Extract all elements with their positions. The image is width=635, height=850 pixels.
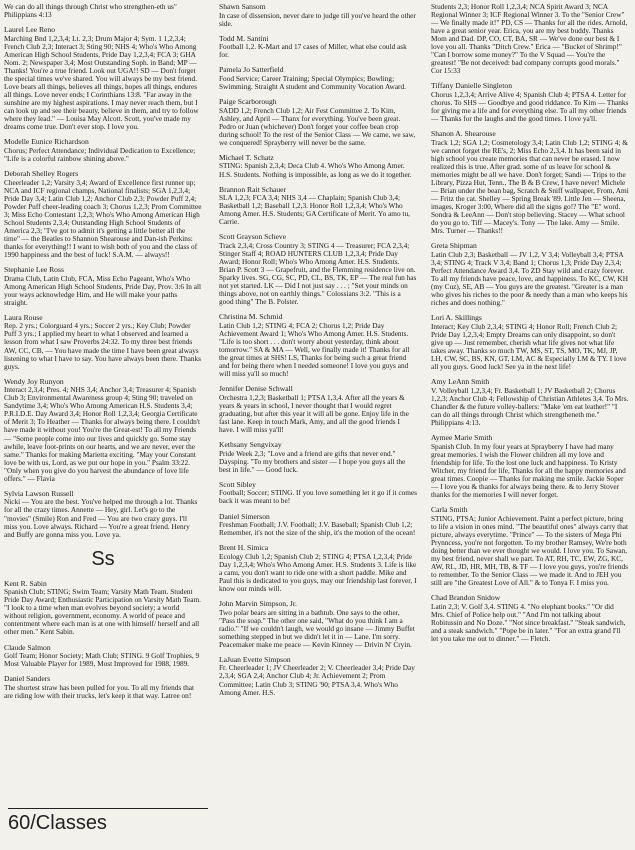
student-entry [4, 580, 202, 637]
student-name: Amy LeAnn Smith [431, 377, 490, 387]
student-name: Todd M. Santini [219, 33, 269, 43]
student-activities-text: Track 2,3,4; Cross Country 3; STING 4 — Treasurer; FCA 2,3,4; Stinger Staff 4; ROAD HUNTERS CLUB 1,2,3,4; Pride Day Award; Honor Roll; Who's Who Among Amer. H.S. Students. Brian P. Scott 3 — Grapefruit, and the Flemming residence live on. Sparky lives. SG, CG, SC, PD, CL, BS, TK, EP — The real fun has not yet started. LK — Did I not just say . . . ; "Set your minds on things above, not on earthly things." Colossians 3:2. "This is a good thing" The B. Polster. [219, 240, 417, 307]
student-activities-text: Cheerleader 1,2; Varsity 3,4; Award of Excellence first runner up; NCA and ICF regional champs, National finalists; SGA 1,2,3,4; Pride Day 3,4; Latin Club 1,2; Anchor Club 2,3; Powder Puff 2,4; Powder Puff cheer-leading coach 3; Chorus 1,2,3; Prom Committee 3; Miss Echo Contestant 1,2,3; Who's Who Among American High School Students 2,3,4; Outstanding High School Students of America 2,3; "I've got to admit it's getting a little better all the time" — the Beatles to Shannon Shearouse and Dan-ish Perkins: thanks for everything!! I want to wish both of you and the class of 1990 happiness and the best of luck! S.A.M. — always!! [4, 177, 202, 259]
student-entry [219, 385, 417, 434]
student-name: Daniel Simerson [219, 511, 270, 521]
student-activities-text: Fr. Cheerleader 1; JV Cheerleader 2; V. Cheerleader 3,4; Pride Day 2,3,4; SGA 2,4; Anchor Club 4; Jr. Achievement 2; Prom Committee; Latin Club 3; STING '90; PTSA 3,4. Who's Who Among Amer. H.S. [219, 663, 415, 697]
student-entry [4, 138, 202, 163]
student-entry [219, 233, 417, 306]
student-entry [4, 490, 202, 539]
student-name: Brannon Rait Schauer [219, 184, 287, 194]
student-name: John Marvin Simpson, Jr. [219, 599, 297, 609]
student-activities-text: Nicki — You are the best. You've helped me through a lot. Thanks for all the crazy times. Annette — Hey, girl. Let's go to the "movies" (Smile) Ron and Fred — You are two crazy guys. I'll miss you. Love always. Richard — You're a great friend. Henry and Buffy are gonna miss you. Love ya. [4, 497, 198, 539]
entries-group-s [4, 580, 202, 700]
column-left [4, 3, 202, 707]
student-activities-text: Golf Team; Honor Society; Math Club; STING. 9 Golf Trophies, 9 Most Valuable Player for 1989, Most Improved for 1988, 1989. [4, 651, 200, 669]
student-name: Aymee Marie Smith [431, 432, 493, 442]
student-name: Greta Shipman [431, 241, 477, 251]
student-name: Daniel Sanders [4, 674, 51, 684]
intro-text: We can do all things through Christ who strengthen-eth us" Philippians 4:13 [4, 2, 177, 20]
student-entry [4, 170, 202, 259]
student-name: Sylvia Lawson Russell [4, 488, 74, 498]
student-name: Chad Brandon Snidow [431, 592, 501, 602]
student-entry [4, 314, 202, 371]
student-entry [431, 3, 629, 75]
student-activities-text: SADD 1,2; French Club 1,2; Air Fest Committee 2. To Kim, Ashley, and April — Thanx for everything. You've been great. Pedro or Juan (whichever) Don't forget your coffee bean crop during school! To the rest of the Senior Class — We came, we saw, we conquered! Sprayberry will never be the same. [219, 105, 416, 147]
student-name: Christina M. Schmid [219, 312, 283, 322]
page-number-label: 60/Classes [8, 812, 107, 834]
student-entry [431, 314, 629, 371]
student-activities-text: Pride Week 2,3; "Love and a friend are gifts that never end." Daysping. "To my brothers and sister — I hope you guys all the best in life." — Good luck. [219, 448, 406, 474]
student-activities-text: Football 1,2. K-Mart and 17 cases of Miller, what else could ask for. [219, 42, 407, 60]
student-activities-text: Interact; Key Club 2,3,4; STING 4; Honor Roll; French Club 2; Pride Day 1,2,3,4; Empty Dreams can only disappoint, so don't give up — Just remember, cherish what life gives not what life takes away. Thanks so much TW, MS, ST, TS, MO, TK, MJ, JP, LH, CW, SC, BS, KN, GT, LM, AC & Especially LM & TY. I love all you guys. Good luck! See ya in the next life! [431, 321, 627, 372]
student-activities-text: Food Service; Career Training; Special Olympics; Bowling; Swimming. Straight A student and Community Vocation Award. [219, 73, 406, 92]
student-name: Laurel Lee Reno [4, 25, 56, 35]
student-entry [4, 266, 202, 307]
student-name: Wendy Joy Runyon [4, 376, 64, 386]
student-entry [431, 378, 629, 427]
column-middle [219, 3, 417, 704]
student-name: Brent H. Simica [219, 543, 269, 553]
student-name: Michael T. Schatz [219, 152, 274, 162]
student-activities-text: Latin Club 1,2; STING 4; FCA 2; Chorus 1,2; Pride Day Achievement Award 1; Who's Who Among Amer. H.S. Students. "Life is too short . . . don't worry about yesterday, think about tomorrow." SA & MA — Well, we finally made it! Thanks for all the great times at SHS! LS, Thanks for being such a great friend and for being there when I needed someone! I love you guys and will miss ya'll so much! [219, 320, 410, 379]
student-entry [219, 186, 417, 227]
student-name: Shanon A. Shearouse [431, 129, 496, 139]
student-activities-text: Football; Soccer; STING. If you love something let it go if it comes back it was meant to be! [219, 488, 417, 506]
student-entry [219, 481, 417, 506]
student-activities-text: Orchestra 1,2,3; Basketball 1; PTSA 1,3,4. After all the years & years & years in school, I never thought that I would regret graduating, but after this year it will all be gone. Enjoy life in the fast lane. Keep in touch Mark, Amy, and all the good friends I have. I will miss ya'll! [219, 392, 409, 435]
student-activities-text: Spanish Club. In my four years at Sprayberry I have had many great memories. I wish the Flower children all my love and friendship for life. To the lost one luck and happiness. To Kristy Witcher, my friend for life, Thanks for all the happy memories and great times. Coopie — Thanks for making me smile. Jackie Soper — I love you & thanks for always being there. & to Jerry Stover thanks for the memories I will never forget. [431, 441, 626, 499]
student-name: Stephanie Lee Ross [4, 265, 64, 274]
student-activities-text: Latin 2,3; V. Golf 3,4. STING 4. "No elephant books." "Or did Mrs. Chief of Police help out." "And I'm not talking about Robitussin and No Doze." "Not since breakfast." "Steak sandwich, and a steak sandwich." "Pope be in later." "For an extra grand I'll let you take me out to dinner." — Fletch. [431, 601, 626, 643]
student-entry [431, 82, 629, 123]
student-entry [219, 154, 417, 179]
student-name: LaJuan Evette Simpson [219, 654, 291, 664]
student-name: Kent R. Sabin [4, 578, 47, 588]
student-name: Shawn Sansom [219, 2, 266, 11]
entries-group-r [4, 26, 202, 539]
student-activities-text: Spanish Club; STING; Swim Team; Varsity Math Team. Student Pride Day Award; Enthusiastic Participation on Varsity Math Team. "I look to a time when man evolves beyond society; a world without religion, government, economy. A world of peace and contentment where each man is at one with himself/ herself and all other men." Kent Sabin. [4, 587, 201, 637]
student-entry [219, 544, 417, 593]
student-entry [219, 3, 417, 28]
student-name: Carla Smith [431, 504, 468, 514]
student-entry [219, 441, 417, 474]
student-name: Claude Salmon [4, 642, 51, 652]
student-entry [219, 313, 417, 378]
student-entry [431, 434, 629, 499]
student-activities-text: Latin Club 2,3; Basketball — JV 1,2, V 3,4; Volleyball 3,4; PTSA 3,4; STING 4; Track V 3,4; Band 1; Chorus 1,3; Pride Day 2,3,4; Perfect Attendance Award 3,4. To ZD Stay wild and crazy forever. To all my friends have peace, love, and happiness. To KC, CW, KH (my Cuz), SE, AB — You guys are the greatest. "Greater is a man who gives his riches to the poor & needy than a man who keeps his riches and does nothing." [431, 249, 628, 308]
student-entry [219, 656, 417, 697]
student-entry [4, 644, 202, 669]
student-name: Lori A. Skillings [431, 313, 482, 323]
student-entry [219, 513, 417, 538]
student-activities-text: Track 1,2; SGA 1,2; Cosmetology 3,4; Latin Club 1,2; STING 4; & we cannot forget the RE's, 2; Miss Echo 2,3,4. It has been said in high school you create memories that can never be erased. I now realized this is true. After grad. some of us leave for school & memories might be all we have. Don't forget; Sandi — Trips to the Library, Pizza Hut, Tenn., The B & B Crew, I have never! Michele — Brian under the bean bag, Scratch & Sniff wallpaper, From, Ami — Fritz the cat. Shelley — Spring Break '89. Little Jen — Sheena, images, Kroger 3:00, Where did all the signs go!? The "E" word. Sondra & LeeAnn — Don't stop believing. Stacey — What school do you go to. Tiff — Macey's. Tony — The lake. Amy — Smile. Mrs. Turner — Thanks!! [431, 137, 629, 236]
student-name: Pamela Jo Satterfield [219, 65, 284, 75]
student-activities-text: Students 2,3; Honor Roll 1,2,3,4; NCA Spirit Award 3; NCA Regional Winner 3; ICF Regional Winner 3. To the "Senior Crew" — We finally made it!" PD, CS — Thanks for all the rides. Arnold, have a great senior year. Erica, you are my best buddy. Thanks Mom and Dad. DP, CO, CT, BA, SR — We've done our best & I love you all. Thanks "Ditch Crew." Erica — "Bucket of Shrimp!" "Can I borrow some money?" To the V Squad — You're the greatest! "Be not deceived: bad company corrupts good morals." Cor 15:33 [431, 2, 628, 76]
student-activities-text: Drama Club, Latin Club, FCA, Miss Echo Pageant, Who's Who Among American High School Students, Pride Day, Prov. 3:6 In all your ways acknowledge Him, and He will make your paths straight. [4, 273, 202, 307]
student-name: Jennifer Denise Schwall [219, 384, 293, 394]
student-name: Scott Sibley [219, 479, 256, 489]
student-name: Scott Grayson Scheve [219, 232, 287, 242]
student-entry [4, 675, 202, 700]
student-entry [219, 600, 417, 649]
student-activities-text: V. Volleyball 1,2,3,4; Fr. Basketball 1; JV Basketball 2; Chorus 1,2,3; Anchor Club 4; Fellowship of Christian Athletes 3,4. To Mrs. Chandler & the future volley-ballers: "Make 'em eat leather!" "I can do all things through Christ which strengtheneth me." Philippians 4:13. [431, 385, 629, 427]
student-activities-text: Chorus 1,2,3,4; Arrive Alive 4; Spanish Club 4; PTSA 4. Letter for chorus. To SHS — Goodbye and good riddance. To Kim — Thanks for giving me a life and for everything else. To all my other friends — Thanks for the laughs and the good times. I love ya'll. [431, 90, 629, 124]
student-name: Deborah Shelley Rogers [4, 168, 79, 178]
student-name: Kethsany Sengvixay [219, 440, 282, 450]
student-activities-text: Freshman Football; J.V. Football; J.V. Baseball; Spanish Club 1,2; Remember, it's not the size of the ship, it's the motion of the ocean! [219, 520, 416, 538]
student-activities-text: The shortest straw has been pulled for you. To all my friends that are riding low with their trucks, let's keep it that way. Latree on! [4, 682, 195, 700]
student-entry [4, 378, 202, 483]
student-activities-text: Interact 2,3,4; Pres. 4; NHS 3,4; Anchor 3,4; Treasurer 4; Spanish Club 3; Environmental Awareness group 4; Sting 90; traveled on Sandytime 3,4; Who's Who Among American H.S. Students 3,4; P.R.I.D.E. Day Award 3,4; Honor Roll 1,2,3,4; Georgia Certificate of Merit 3; To Heather — Thanks for always being there. I couldn't have made it without you! You're the Great-est! To all my Friends — "Some people come into our lives and quickly go. Some stay awhile, leave foot-prints on our hearts, and we are never, ever the same." Thanks for making Marietta exciting. "May your Constant love be with us, Lord, as we put our hope in you." Psalm 33:22. "Only when you give do you harvest the abundance of love life offers." — Flavia [4, 385, 201, 483]
section-letter: Ss [91, 547, 115, 570]
intro-quote [4, 3, 202, 19]
student-activities-text: STING, PTSA; Junior Achievement. Paint a perfect picture, bring to life a vision in ones mind. "The beautiful ones" always carry that picture, always everytime. "Prince" — To the sisters of Mega Phi Prynncess, you're not forgotten. To my brother Ramsey, We're both doing better than we ever thought we would. I love you. To Sawan, my best friend, never shall we part. To AT, RH, TC, EW, ZG, KC, AW, RL, JD, HR, MH, TB, & TF — I love you guys, you're friends to remember. To the Senior Class — we made it. And to JEH you still are "the Greatest Love of All." & to Tonya F. I miss you. [431, 513, 629, 587]
student-entry [431, 242, 629, 307]
student-entry [431, 594, 629, 643]
student-entry [431, 130, 629, 235]
student-entry [219, 66, 417, 91]
page-footer [8, 808, 208, 835]
student-name: Paige Scarborough [219, 97, 277, 107]
student-entry [4, 26, 202, 131]
student-name: Modelle Eunice Richardson [4, 137, 89, 147]
student-activities-text: Marching Bnd 1,2,3,4; Lt. 2,3; Drum Major 4; Sym. 1 1,2,3,4; French Club 2,3; Interact 3; Sting 90; NHS 4; Who's Who Among American High School Students, Pride Day 1,2,3,4; FCA 3; GHA Nom. 2; Newspaper 3,4; Most Outstanding Soph. in Band; MP — Thanks! You're a true friend. Look out UGA!! SD — Don't forget the special times we've shared. You will always be my best friend. Love bears all things, believes all things, hopes all things, endures all things. Love never ends; I Corinthians 13:8. "Far away in the sunshine are my highest aspirations. I may never reach them, but I can look up and see their beauty, believe in them, and try to follow where they lead." — Louisa May Alcott. Scott, you've made my dreams come true. Don't ever stop. I love you. [4, 33, 199, 132]
student-activities-text: STING: Spanish 2,3,4; Deca Club 4. Who's Who Among Amer. H.S. Students. Nothing is impossible, as long as we do it together. [219, 161, 412, 179]
student-activities-text: Two polar bears are sitting in a bathtub. One says to the other, "Pass the soap." The other one said, "What do you think I am a radio." "If we couldn't laugh, we would go insane — Jimmy Buffet something stepped in but we didn't let it in — Lane. I'm sorry. Peacemaker make me peace — Kevin Kinney — Drivin N' Cryin. [219, 607, 415, 649]
student-entry [219, 98, 417, 147]
student-activities-text: In case of dissension, never dare to judge till you've heard the other side. [219, 10, 416, 28]
student-entry [219, 35, 417, 60]
student-activities-text: Ecology Club 1,2; Spanish Club 2; STING 4; PTSA 1,2,3,4; Pride Day 1,2,3,4; Who's Who Among Amer. H.S. Students 3. Life is like a canu, you don't want to ride one with a short paddle. Mike and Paul this is dedicated to you guys, may our friendship last forever, I know our minds will. [219, 551, 417, 593]
student-activities-text: SLA 1,2,3; FCA 3,4; NHS 3,4 — Chaplain; Spanish Club 3,4; Basketball 1,2; Baseball 1,2,3. Honor Roll 1,2,3,4; Who's Who Among Amer. H.S. Students; GA Certificate of Merit. Yo amo tu, Carrie. [219, 193, 410, 227]
student-activities-text: Chorus; Perfect Attendance; Individual Dedication to Excellence; "Life is a colorful rainbow shining above." [4, 145, 196, 163]
column-right [431, 3, 629, 650]
student-name: Tiffany Danielle Singleton [431, 81, 512, 91]
student-activities-text: Rep. 2 yrs.; Colorguard 4 yrs.; Soccer 2 yrs.; Key Club; Powder Puff 3 yrs.; I applied my heart to what I observed and learned a lesson from what I saw Proverbs 24:32. To my three best friends AW, CC, CB, — You have made the time I have been great always listening to what I have to say. You have always been there. Thanks guys. [4, 321, 201, 371]
student-name: Laura Rouse [4, 312, 43, 322]
student-entry [431, 506, 629, 587]
